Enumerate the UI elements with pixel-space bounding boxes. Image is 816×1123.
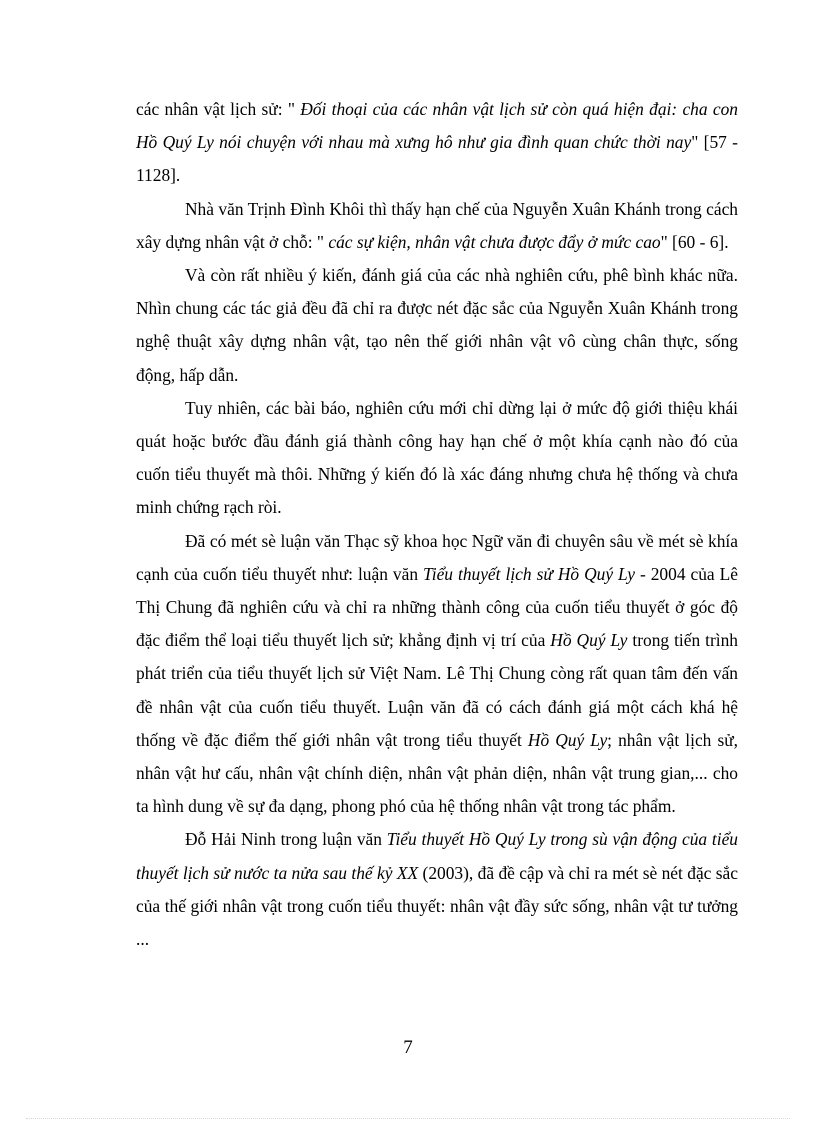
title-italic: Hồ Quý Ly [550, 630, 628, 651]
text-run: Đã có mét sè luận văn Thạc sỹ khoa học Ngữ văn đi chuyên sâu về mét sè khía cạnh của cuốn tiểu thuyết như: luận văn [136, 530, 738, 584]
text-run: - 2004 của Lê Thị Chung đã nghiên cứu và chỉ ra những thành công của cuốn tiểu thuyết ở góc độ đặc điểm thể loại tiểu thuyết lịch sử; khẳng định vị trí của [136, 563, 738, 651]
text-run: Đỗ Hải Ninh trong luận văn [185, 829, 387, 850]
quote-italic: các sự kiện, nhân vật chưa được đẩy ở mức cao [328, 231, 661, 252]
title-italic: Hồ Quý Ly [527, 729, 608, 750]
title-italic: Tiểu thuyết Hồ Quý Ly trong sù vận động của tiểu thuyết lịch sử nước ta nửa sau thế kỷ XX [136, 829, 738, 883]
paragraph [136, 259, 738, 392]
paragraph [136, 392, 738, 525]
text-run: (2003), đã đề cập và chỉ ra mét sè nét đặc sắc của thế giới nhân vật trong cuốn tiểu thuyết: nhân vật đầy sức sống, nhân vật tư tưởng ... [136, 862, 738, 950]
paragraph [136, 823, 738, 956]
paragraph [136, 525, 738, 824]
text-run: các nhân vật lịch sử: " [136, 99, 301, 119]
page-bottom-divider [26, 1118, 790, 1119]
text-run: Nhà văn Trịnh Đình Khôi thì thấy hạn chế của Nguyễn Xuân Khánh trong cách xây dựng nhân vật ở chỗ: " [136, 198, 738, 252]
quote-italic: Đối thoại của các nhân vật lịch sử còn quá hiện đại: cha con Hồ Quý Ly nói chuyện với nhau mà xưng hô như gia đình quan chức thời nay [136, 99, 738, 153]
page-number: 7 [403, 1037, 413, 1058]
paragraph [136, 193, 738, 259]
citation: " [60 - 6]. [660, 231, 729, 252]
title-italic: Tiểu thuyết lịch sử Hồ Quý Ly [423, 563, 635, 584]
text-run: Và còn rất nhiều ý kiến, đánh giá của các nhà nghiên cứu, phê bình khác nữa. Nhìn chung các tác giả đều đã chỉ ra được nét đặc sắc của Nguyễn Xuân Khánh trong nghệ thuật xây dựng nhân vật, tạo nên thế giới nhân vật vô cùng chân thực, sống động, hấp dẫn. [136, 265, 738, 385]
paragraph-continuation [136, 93, 738, 193]
document-body [136, 93, 738, 956]
text-run: ; nhân vật lịch sử, nhân vật hư cấu, nhân vật chính diện, nhân vật phản diện, nhân vật trung gian,... cho ta hình dung về sự đa dạng, phong phó của hệ thống nhân vật trong tác phẩm. [136, 729, 738, 817]
citation: " [57 - 1128]. [136, 132, 738, 186]
text-run: trong tiến trình phát triển của tiểu thuyết lịch sử Việt Nam. Lê Thị Chung còng rất quan tâm đến vấn đề nhân vật của cuốn tiểu thuyết. Luận văn đã có cách đánh giá một cách khá hệ thống về đặc điểm thế giới nhân vật trong tiểu thuyết [136, 630, 738, 750]
text-run: Tuy nhiên, các bài báo, nghiên cứu mới chỉ dừng lại ở mức độ giới thiệu khái quát hoặc bước đầu đánh giá thành công hay hạn chế ở một khía cạnh nào đó của cuốn tiểu thuyết mà thôi. Những ý kiến đó là xác đáng nhưng chưa hệ thống và chưa minh chứng rạch ròi. [136, 397, 738, 518]
